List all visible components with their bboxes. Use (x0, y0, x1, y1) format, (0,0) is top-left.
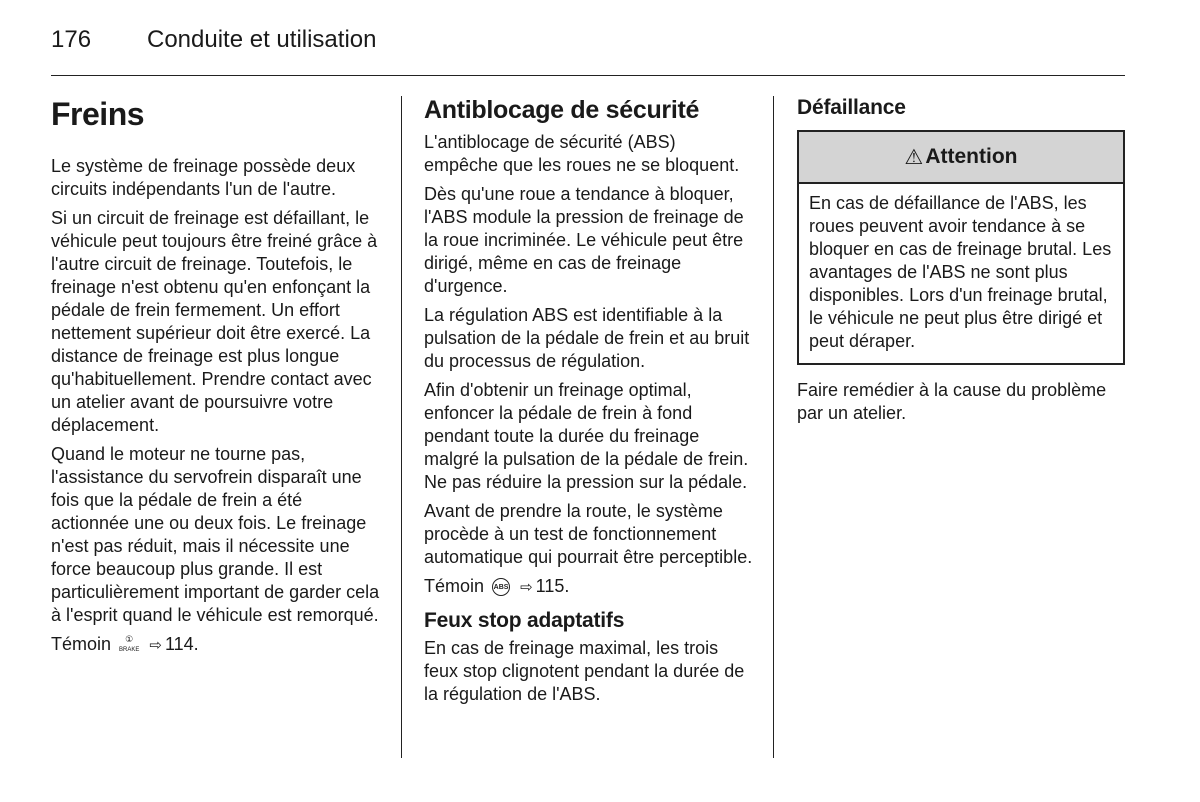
attention-body (799, 184, 1123, 363)
paragraph: La régulation ABS est identifiable à la pulsation de la pédale de frein et au bruit du processus de régulation. (424, 305, 750, 371)
reference-label: Témoin (51, 634, 112, 654)
reference-label: Témoin (424, 576, 485, 596)
subheading-feux-stop: Feux stop adaptatifs (424, 608, 625, 632)
header-divider (51, 75, 1125, 76)
reference-brake-warning (51, 633, 381, 657)
reference-page: 115. (535, 576, 570, 596)
paragraph: Quand le moteur ne tourne pas, l'assistance du servofrein disparaît une fois que la pédale de frein a été actionnée une ou deux fois. Le freinage n'est pas réduit, mais il nécessite une force beaucoup plus grande. Il est particulièrement important de garder cela à l'esprit quand le véhicule est remorqué. (51, 444, 380, 625)
column-divider (401, 96, 402, 758)
abs-warning-icon: ABS (492, 578, 510, 596)
brake-warning-icon: ① BRAKE (119, 634, 140, 654)
section-title: Conduite et utilisation (147, 26, 377, 53)
attention-title: Attention (925, 145, 1018, 168)
column-divider (773, 96, 774, 758)
paragraph: Afin d'obtenir un freinage optimal, enfoncer la pédale de frein à fond pendant toute la durée du freinage malgré la pulsation de la pédale de frein. Ne pas réduire la pression sur la pédale. (424, 380, 749, 492)
attention-text: En cas de défaillance de l'ABS, les roues peuvent avoir tendance à se bloquer en cas de freinage brutal. Les avantages de l'ABS ne sont plus disponibles. Lors d'un freinage brutal, le véhicule ne peut plus être dirigé et peut déraper. (809, 193, 1112, 351)
attention-box (797, 130, 1125, 365)
paragraph: L'antiblocage de sécurité (ABS) empêche que les roues ne se bloquent. (424, 132, 740, 175)
attention-header (799, 132, 1123, 184)
reference-page: 114. (164, 634, 199, 654)
column-freins (51, 92, 381, 663)
paragraph: Si un circuit de freinage est défaillant, le véhicule peut toujours être freiné grâce à l'autre circuit de freinage. Toutefois, le freinage n'est obtenu qu'en enfonçant la pédale de frein fermement. Un effort nettement supérieur doit être exercé. La distance de freinage est plus longue qu'habituellement. Prendre contact avec un atelier avant de poursuivre votre déplacement. (51, 208, 378, 435)
paragraph: En cas de freinage maximal, les trois feux stop clignotent pendant la durée de la régulation de l'ABS. (424, 637, 745, 704)
heading-abs: Antiblocage de sécurité (424, 96, 700, 124)
reference-abs-warning (424, 575, 754, 599)
paragraph: Le système de freinage possède deux circuits indépendants l'un de l'autre. (51, 156, 356, 199)
heading-defaillance: Défaillance (797, 96, 906, 119)
column-abs (424, 92, 754, 712)
page-reference-arrow-icon: ⇨ (149, 636, 162, 654)
page-header (51, 26, 376, 56)
paragraph: Avant de prendre la route, le système procède à un test de fonctionnement automatique qui pourrait être perceptible. (424, 501, 753, 567)
page-number: 176 (51, 26, 92, 53)
heading-freins: Freins (51, 96, 145, 132)
column-defaillance (797, 94, 1125, 431)
warning-triangle-icon: ⚠ (904, 145, 924, 169)
page-reference-arrow-icon: ⇨ (520, 578, 533, 596)
paragraph: Faire remédier à la cause du problème par un atelier. (797, 380, 1107, 423)
paragraph: Dès qu'une roue a tendance à bloquer, l'ABS module la pression de freinage de la roue incriminée. Le véhicule peut être dirigé, même en cas de freinage d'urgence. (424, 184, 744, 296)
